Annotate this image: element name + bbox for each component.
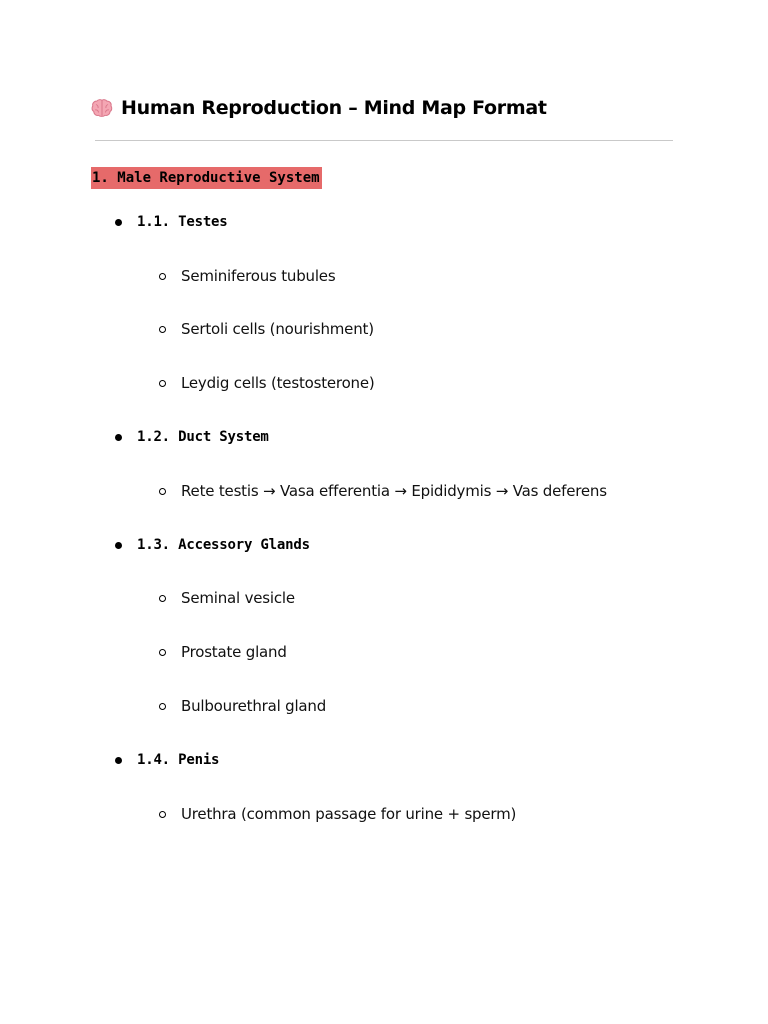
subsection-heading-accessory-glands: [113, 534, 310, 556]
subsection-heading-duct-system: [113, 426, 269, 448]
brain-icon: [91, 98, 113, 118]
hollow-bullet-icon: [159, 703, 166, 710]
hollow-bullet-icon: [159, 488, 166, 495]
list-item: [158, 318, 374, 340]
hollow-bullet-icon: [159, 811, 166, 818]
bullet-dot-icon: [115, 434, 122, 441]
list-item-text: Bulbourethral gland: [181, 697, 327, 715]
list-item-text: Prostate gland: [181, 643, 287, 661]
horizontal-divider: [95, 140, 673, 141]
document-title-row: [91, 94, 547, 122]
bullet-dot-icon: [115, 219, 122, 226]
hollow-bullet-icon: [159, 326, 166, 333]
section-heading: [90, 166, 323, 190]
subsection-label: 1.2. Duct System: [137, 429, 269, 445]
subsection-heading-testes: [113, 211, 228, 233]
list-item-text: Leydig cells (testosterone): [181, 374, 375, 392]
bullet-dot-icon: [115, 757, 122, 764]
list-item: [158, 803, 516, 825]
subsection-label: 1.4. Penis: [137, 752, 220, 768]
subsection-heading-penis: [113, 749, 219, 771]
list-item-text: Sertoli cells (nourishment): [181, 320, 374, 338]
subsection-label: 1.1. Testes: [137, 214, 228, 230]
hollow-bullet-icon: [159, 273, 166, 280]
list-item: [158, 480, 607, 502]
list-item: [158, 695, 326, 717]
hollow-bullet-icon: [159, 595, 166, 602]
list-item-text: Seminal vesicle: [181, 589, 295, 607]
list-item: [158, 641, 287, 663]
bullet-dot-icon: [115, 542, 122, 549]
hollow-bullet-icon: [159, 380, 166, 387]
list-item-text: Rete testis → Vasa efferentia → Epididymis → Vas deferens: [181, 482, 607, 500]
list-item-text: Urethra (common passage for urine + sperm): [181, 805, 517, 823]
list-item-text: Seminiferous tubules: [181, 267, 336, 285]
list-item: [158, 372, 375, 394]
document-title: Human Reproduction – Mind Map Format: [121, 97, 547, 119]
list-item: [158, 265, 335, 287]
section-heading-highlight: 1. Male Reproductive System: [91, 167, 322, 189]
hollow-bullet-icon: [159, 649, 166, 656]
list-item: [158, 587, 295, 609]
subsection-label: 1.3. Accessory Glands: [137, 537, 310, 553]
